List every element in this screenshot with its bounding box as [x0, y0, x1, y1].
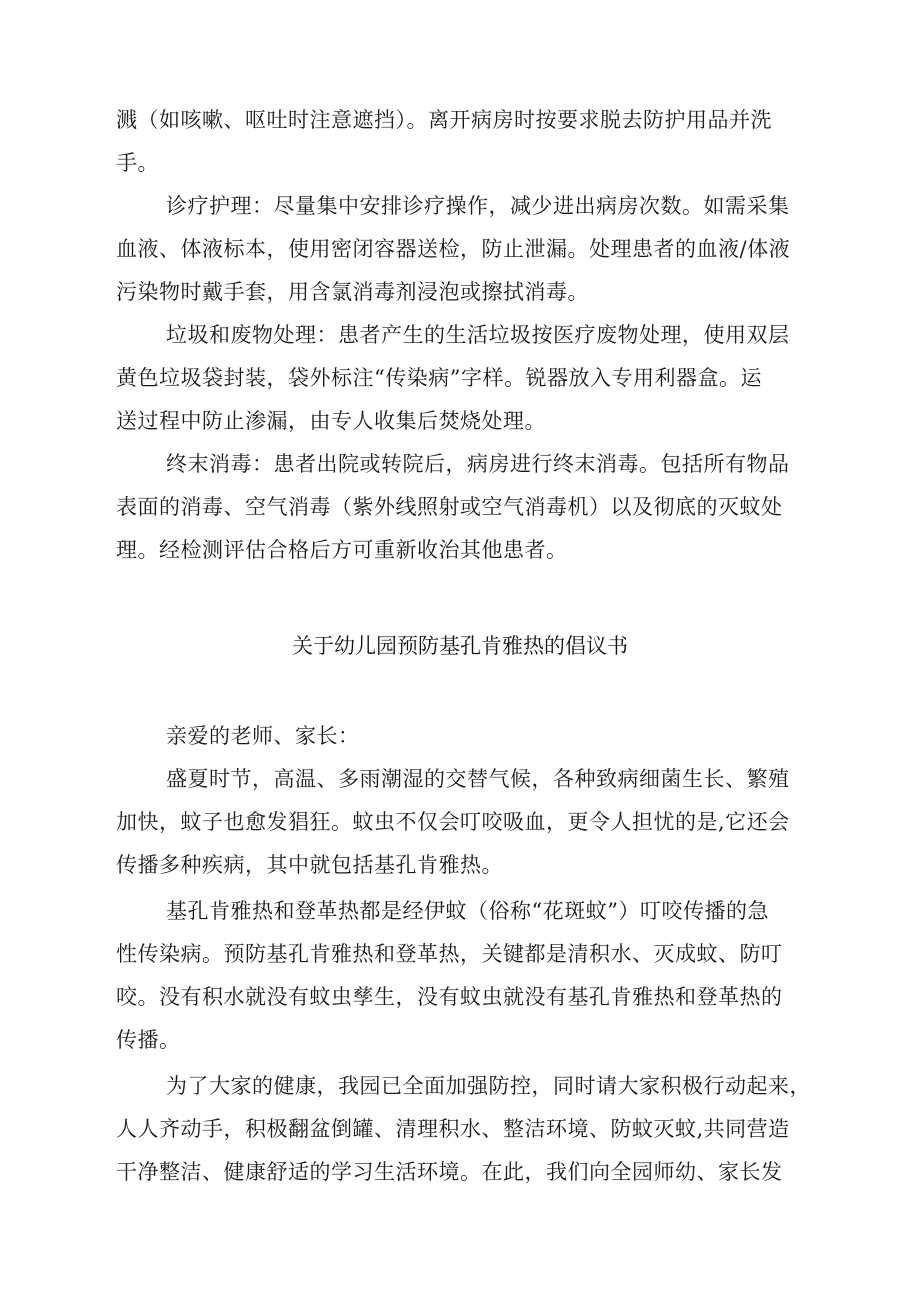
paragraph-line: 传播多种疾病，其中就包括基孔肯雅热。: [116, 853, 503, 877]
paragraph-line: 性传染病。预防基孔肯雅热和登革热，关键都是清积水、灭成蚊、防叮: [116, 942, 783, 966]
paragraph-line: 盛夏时节，高温、多雨潮湿的交替气候，各种致病细菌生长、繁殖: [166, 767, 790, 791]
paragraph-line: 为了大家的健康，我园已全面加强防控，同时请大家积极行动起来，: [166, 1074, 811, 1098]
salutation: 亲爱的老师、家长：: [166, 724, 360, 748]
paragraph-line: 垃圾和废物处理：患者产生的生活垃圾按医疗废物处理，使用双层: [166, 323, 790, 347]
paragraph-line: 加快，蚊子也愈发猖狂。蚊虫不仅会叮咬吸血，更令人担忧的是,它还会: [116, 810, 790, 834]
paragraph-line: 送过程中防止渗漏，由专人收集后焚烧处理。: [116, 409, 546, 433]
paragraph-line: 污染物时戴手套，用含氯消毒剂浸泡或擦拭消毒。: [116, 280, 589, 304]
paragraph-line: 诊疗护理：尽量集中安排诊疗操作，减少进出病房次数。如需采集: [166, 194, 790, 218]
paragraph-line: 溅（如咳嗽、呕吐时注意遮挡）。离开病房时按要求脱去防护用品并洗: [116, 108, 772, 132]
paragraph-line: 咬。没有积水就没有蚊虫孳生，没有蚊虫就没有基孔肯雅热和登革热的: [116, 985, 783, 1009]
paragraph-line: 干净整洁、健康舒适的学习生活环境。在此，我们向全园师幼、家长发: [116, 1160, 783, 1184]
paragraph-line: 理。经检测评估合格后方可重新收治其他患者。: [116, 538, 568, 562]
paragraph-line: 血液、体液标本，使用密闭容器送检，防止泄漏。处理患者的血液/体液: [116, 237, 791, 261]
paragraph-line: 基孔肯雅热和登革热都是经伊蚊（俗称“花斑蚊”）叮咬传播的急: [166, 899, 769, 923]
document-title: 关于幼儿园预防基孔肯雅热的倡议书: [292, 634, 628, 658]
paragraph-line: 终末消毒：患者出院或转院后，病房进行终末消毒。包括所有物品: [166, 452, 790, 476]
paragraph-line: 表面的消毒、空气消毒（紫外线照射或空气消毒机）以及彻底的灭蚊处: [116, 495, 783, 519]
paragraph-line: 人人齐动手，积极翻盆倒罐、清理积水、整洁环境、防蚊灭蚊,共同营造: [116, 1117, 790, 1141]
paragraph-line: 黄色垃圾袋封装，袋外标注“传染病”字样。锐器放入专用利器盒。运: [116, 366, 762, 390]
paragraph-line: 传播。: [116, 1028, 181, 1052]
paragraph-line: 手。: [116, 151, 159, 175]
